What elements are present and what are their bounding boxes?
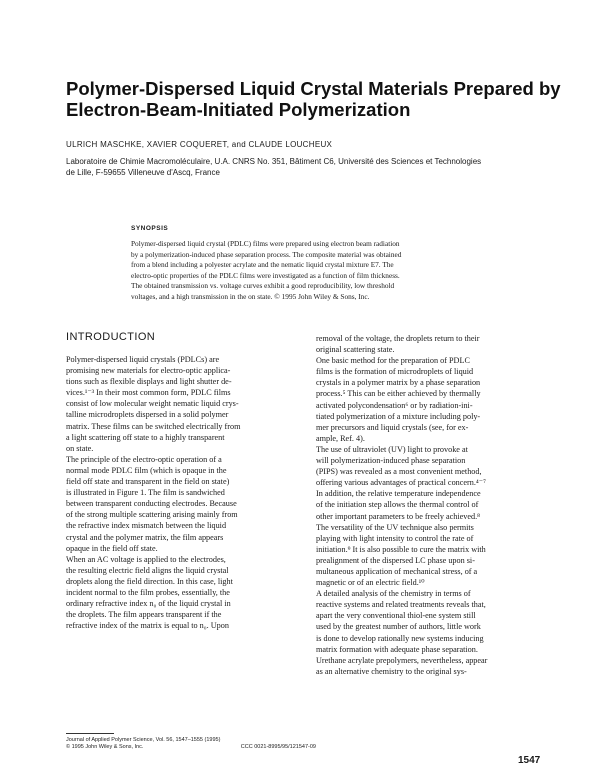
text-line: activated polycondensation⁶ or by radiation-ini- xyxy=(316,400,473,410)
text-line: removal of the voltage, the droplets return to their xyxy=(316,334,480,343)
text-line: of the strong multiple scattering arising mainly from xyxy=(66,510,238,520)
text-line: the refractive index mismatch between the liquid xyxy=(66,521,227,531)
text-line: The versatility of the UV technique also permits xyxy=(316,522,474,532)
text-line: original scattering state. xyxy=(316,345,395,355)
text-line: of the initiation step allows the thermal control of xyxy=(316,500,479,510)
text-line: When an AC voltage is applied to the electrodes, xyxy=(66,554,226,564)
text-line: crystal and the polymer matrix, the film appears xyxy=(66,532,224,542)
text-line: reactive systems and related treatments reveals that, xyxy=(316,600,486,610)
text-line: process.⁵ This can be either achieved by thermally xyxy=(316,389,481,399)
affiliation xyxy=(66,156,546,178)
text-line: on state. xyxy=(66,443,94,453)
text-line: Urethane acrylate prepolymers, nevertheless, appear xyxy=(316,655,488,665)
text-line: tiated polymerization of a mixture including poly- xyxy=(316,411,481,421)
affiliation-line: Laboratoire de Chimie Macromoléculaire, U.A. CNRS No. 351, Bâtiment C6, Université des Sciences et Technologies xyxy=(66,157,482,166)
text-line: One basic method for the preparation of PDLC xyxy=(316,356,470,366)
text-line: playing with light intensity to control the rate of xyxy=(316,533,474,543)
synopsis-text xyxy=(131,239,501,303)
synopsis-line: The obtained transmission vs. voltage curves exhibit a good reproducibility, low threshold xyxy=(131,281,395,291)
text-line: field off state and transparent in the field on state) xyxy=(66,477,230,487)
text-line: other important parameters to be freely achieved.⁸ xyxy=(316,511,481,521)
footnote-journal: Journal of Applied Polymer Science, Vol. 56, 1547–1555 (1995) xyxy=(66,737,221,743)
title-line: Electron-Beam-Initiated Polymerization xyxy=(66,99,411,120)
body-column-left xyxy=(66,354,310,631)
text-line: Polymer-dispersed liquid crystals (PDLCs) are xyxy=(66,355,220,364)
text-line: matrix formation with adequate phase separation. xyxy=(316,644,478,654)
text-line: The use of ultraviolet (UV) light to provoke at xyxy=(316,444,468,454)
text-line: magnetic or of an electric field.¹⁰ xyxy=(316,578,425,588)
synopsis-line: from a blend including a polyester acrylate and the nematic liquid crystal mixture E7. The xyxy=(131,260,394,270)
footnote-ccc: CCC 0021-8995/95/121547-09 xyxy=(240,744,316,750)
text-line: a light scattering off state to a highly transparent xyxy=(66,432,225,442)
section-heading-introduction: INTRODUCTION xyxy=(66,331,156,343)
text-line: as an alternative chemistry to the original sys- xyxy=(316,666,467,676)
text-line: ample, Ref. 4). xyxy=(316,433,365,443)
text-line: opaque in the field off state. xyxy=(66,543,158,553)
text-line: consist of low molecular weight nematic liquid crys- xyxy=(66,399,239,409)
text-line: used by the greatest number of authors, little work xyxy=(316,622,481,632)
text-line: vices.¹⁻³ In their most common form, PDLC films xyxy=(66,388,231,398)
text-line: In addition, the relative temperature independence xyxy=(316,489,481,499)
text-line: incident normal to the film probes, essentially, the xyxy=(66,587,230,597)
text-line: A detailed analysis of the chemistry in terms of xyxy=(316,589,471,599)
title-line: Polymer-Dispersed Liquid Crystal Materials Prepared by xyxy=(66,78,561,99)
paper-title xyxy=(66,78,561,120)
text-line: offering various advantages of practical concern.⁴⁻⁷ xyxy=(316,478,486,488)
text-line: refractive index of the matrix is equal to n₀. Upon xyxy=(66,621,229,631)
text-line: multaneous application of mechanical stress, of a xyxy=(316,566,478,576)
footnote-divider xyxy=(66,733,114,734)
text-line: promising new materials for electro-optic applica- xyxy=(66,366,231,376)
text-line: talline microdroplets dispersed in a solid polymer xyxy=(66,410,229,420)
footnote-copyright: © 1995 John Wiley & Sons, Inc. xyxy=(66,744,144,750)
text-line: apart the very conventional thiol-ene system still xyxy=(316,611,476,621)
text-line: is done to develop rationally new systems inducing xyxy=(316,633,484,643)
text-line: is illustrated in Figure 1. The film is sandwiched xyxy=(66,488,225,498)
body-column-right xyxy=(316,333,560,677)
text-line: tions such as flexible displays and light shutter de- xyxy=(66,377,232,387)
text-line: prealignment of the dispersed LC phase upon si- xyxy=(316,555,475,565)
affiliation-line: de Lille, F-59655 Villeneuve d'Ascq, France xyxy=(66,168,220,177)
text-line: The principle of the electro-optic operation of a xyxy=(66,454,222,464)
text-line: films is the formation of microdroplets of liquid xyxy=(316,367,474,377)
footnote-copyright-row xyxy=(66,744,316,751)
synopsis-line: by a polymerization-induced phase separation process. The composite material was obtained xyxy=(131,249,402,259)
footnote xyxy=(66,737,316,751)
text-line: crystals in a polymer matrix by a phase separation xyxy=(316,378,481,388)
text-line: (PIPS) was revealed as a most convenient method, xyxy=(316,467,482,477)
text-line: initiation.⁹ It is also possible to cure the matrix with xyxy=(316,544,486,554)
text-line: between transparent conducting electrodes. Because xyxy=(66,499,237,509)
author-list: ULRICH MASCHKE, XAVIER COQUERET, and CLAUDE LOUCHEUX xyxy=(66,140,333,149)
text-line: droplets along the field direction. In this case, light xyxy=(66,576,233,586)
synopsis-line: voltages, and a high transmission in the on state. © 1995 John Wiley & Sons, Inc. xyxy=(131,291,370,301)
text-line: mer precursors and liquid crystals (see, for ex- xyxy=(316,422,469,432)
text-line: will polymerization-induced phase separation xyxy=(316,456,466,466)
synopsis-heading: SYNOPSIS xyxy=(131,225,169,232)
text-line: the droplets. The film appears transparent if the xyxy=(66,610,222,620)
text-line: the resulting electric field aligns the liquid crystal xyxy=(66,565,229,575)
page-number: 1547 xyxy=(518,755,541,766)
text-line: ordinary refractive index n₀ of the liquid crystal in xyxy=(66,599,231,609)
synopsis-line: Polymer-dispersed liquid crystal (PDLC) films were prepared using electron beam radiation xyxy=(131,239,400,248)
text-line: matrix. These films can be switched electrically from xyxy=(66,421,241,431)
text-line: normal mode PDLC film (which is opaque in the xyxy=(66,465,227,475)
synopsis-line: electro-optic properties of the PDLC films were investigated as a function of film thickness. xyxy=(131,270,400,280)
